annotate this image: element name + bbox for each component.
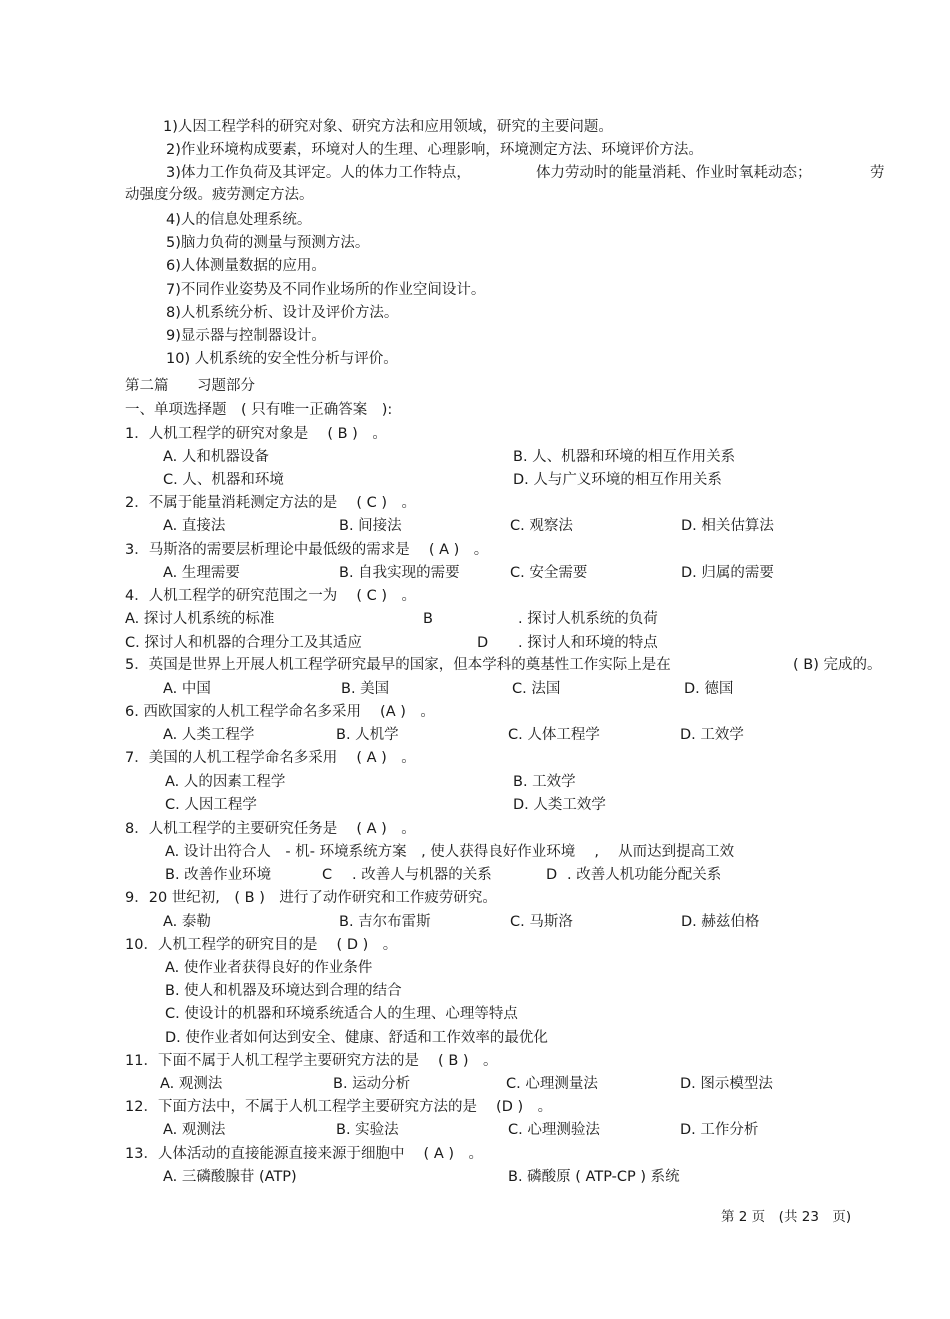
intro-item-3c: 劳 bbox=[870, 165, 885, 181]
intro-item-1: 1)人因工程学科的研究对象、研究方法和应用领域，研究的主要问题。 bbox=[163, 119, 613, 135]
question-1-option-c: C. 人、机器和环境 bbox=[163, 472, 284, 488]
question-3-option-a: A. 生理需要 bbox=[163, 565, 240, 581]
question-11-option-a: A. 观测法 bbox=[160, 1076, 223, 1092]
question-1-option-d: D. 人与广义环境的相互作用关系 bbox=[513, 472, 722, 488]
intro-item-3b: 体力劳动时的能量消耗、作业时氧耗动态； bbox=[536, 165, 812, 181]
question-11-option-c: C. 心理测量法 bbox=[506, 1076, 598, 1092]
section-title: 一、单项选择题 ( 只有唯一正确答案 ): bbox=[125, 402, 393, 418]
intro-item-2: 2)作业环境构成要素，环境对人的生理、心理影响，环境测定方法、环境评价方法。 bbox=[166, 142, 703, 158]
question-4-option-d-letter: D bbox=[477, 635, 489, 651]
question-8-option-b: B. 改善作业环境 bbox=[165, 867, 272, 883]
intro-item-10: 10) 人机系统的安全性分析与评价。 bbox=[166, 351, 398, 367]
question-10-option-c: C. 使设计的机器和环境系统适合人的生理、心理等特点 bbox=[165, 1006, 518, 1022]
question-8-option-a: A. 设计出符合人 - 机- 环境系统方案 , 使人获得良好作业环境 , 从而达到提高工效 bbox=[165, 844, 735, 860]
question-6-option-a: A. 人类工程学 bbox=[163, 727, 255, 743]
part-subtitle: 习题部分 bbox=[197, 378, 255, 394]
question-3-option-b: B. 自我实现的需要 bbox=[339, 565, 460, 581]
question-8-option-d: . 改善人机功能分配关系 bbox=[567, 867, 722, 883]
question-12-option-b: B. 实验法 bbox=[336, 1122, 399, 1138]
question-12-option-a: A. 观测法 bbox=[163, 1122, 226, 1138]
question-2-stem: 2．不属于能量消耗测定方法的是 ( C ) 。 bbox=[125, 495, 416, 511]
question-3-option-c: C. 安全需要 bbox=[510, 565, 588, 581]
intro-item-8: 8)人机系统分析、设计及评价方法。 bbox=[166, 305, 399, 321]
intro-item-3a: 3)体力工作负荷及其评定。人的体力工作特点， bbox=[166, 165, 471, 181]
question-10-option-b: B. 使人和机器及环境达到合理的结合 bbox=[165, 983, 402, 999]
question-10-option-a: A. 使作业者获得良好的作业条件 bbox=[165, 960, 373, 976]
question-3-stem: 3．马斯洛的需要层析理论中最低级的需求是 ( A ) 。 bbox=[125, 542, 489, 558]
intro-item-4: 4)人的信息处理系统。 bbox=[166, 212, 312, 228]
question-11-option-d: D. 图示模型法 bbox=[680, 1076, 773, 1092]
question-9-option-c: C. 马斯洛 bbox=[510, 914, 573, 930]
question-4-option-d: . 探讨人和环境的特点 bbox=[518, 635, 658, 651]
page-number: 第 2 页 (共 23 页) bbox=[721, 1209, 852, 1225]
question-5-answer: ( B) 完成的。 bbox=[793, 657, 882, 673]
question-3-option-d: D. 归属的需要 bbox=[681, 565, 774, 581]
question-8-option-c-letter: C bbox=[322, 867, 333, 883]
question-4-option-c: C. 探讨人和机器的合理分工及其适应 bbox=[125, 635, 362, 651]
question-4-option-b: . 探讨人机系统的负荷 bbox=[518, 611, 658, 627]
question-8-option-d-letter: D bbox=[546, 867, 558, 883]
question-9-stem: 9．20 世纪初, ( B ) 进行了动作研究和工作疲劳研究。 bbox=[125, 890, 497, 906]
question-13-option-a: A. 三磷酸腺苷 (ATP) bbox=[163, 1169, 297, 1185]
question-8-stem: 8．人机工程学的主要研究任务是 ( A ) 。 bbox=[125, 821, 416, 837]
question-9-option-d: D. 赫兹伯格 bbox=[681, 914, 760, 930]
question-2-option-d: D. 相关估算法 bbox=[681, 518, 774, 534]
question-7-stem: 7．美国的人机工程学命名多采用 ( A ) 。 bbox=[125, 750, 416, 766]
question-2-option-c: C. 观察法 bbox=[510, 518, 573, 534]
question-7-option-a: A. 人的因素工程学 bbox=[165, 774, 286, 790]
question-2-option-b: B. 间接法 bbox=[339, 518, 402, 534]
question-1-option-a: A. 人和机器设备 bbox=[163, 449, 269, 465]
question-2-option-a: A. 直接法 bbox=[163, 518, 226, 534]
intro-item-7: 7)不同作业姿势及不同作业场所的作业空间设计。 bbox=[166, 282, 486, 298]
intro-item-3d: 动强度分级。疲劳测定方法。 bbox=[125, 187, 314, 203]
intro-item-6: 6)人体测量数据的应用。 bbox=[166, 258, 326, 274]
question-12-option-d: D. 工作分析 bbox=[680, 1122, 759, 1138]
question-4-option-b-letter: B bbox=[423, 611, 433, 627]
question-8-option-c: . 改善人与机器的关系 bbox=[352, 867, 492, 883]
intro-item-9: 9)显示器与控制器设计。 bbox=[166, 328, 326, 344]
question-6-option-b: B. 人机学 bbox=[336, 727, 399, 743]
question-12-stem: 12．下面方法中，不属于人机工程学主要研究方法的是 (D ) 。 bbox=[125, 1099, 553, 1115]
question-10-stem: 10．人机工程学的研究目的是 ( D ) 。 bbox=[125, 937, 398, 953]
question-7-option-d: D. 人类工效学 bbox=[513, 797, 606, 813]
question-4-stem: 4．人机工程学的研究范围之一为 ( C ) 。 bbox=[125, 588, 416, 604]
intro-item-5: 5)脑力负荷的测量与预测方法。 bbox=[166, 235, 370, 251]
question-6-stem: 6. 西欧国家的人机工程学命名多采用 (A ) 。 bbox=[125, 704, 435, 720]
question-1-option-b: B. 人、机器和环境的相互作用关系 bbox=[513, 449, 736, 465]
question-6-option-c: C. 人体工程学 bbox=[508, 727, 600, 743]
question-5-option-d: D. 德国 bbox=[684, 681, 734, 697]
question-7-option-b: B. 工效学 bbox=[513, 774, 576, 790]
question-13-option-b: B. 磷酸原 ( ATP-CP ) 系统 bbox=[508, 1169, 680, 1185]
question-1-stem: 1．人机工程学的研究对象是 ( B ) 。 bbox=[125, 426, 387, 442]
question-4-option-a: A. 探讨人机系统的标准 bbox=[125, 611, 275, 627]
question-11-stem: 11．下面不属于人机工程学主要研究方法的是 ( B ) 。 bbox=[125, 1053, 498, 1069]
question-5-option-b: B. 美国 bbox=[341, 681, 390, 697]
question-12-option-c: C. 心理测验法 bbox=[508, 1122, 600, 1138]
question-11-option-b: B. 运动分析 bbox=[333, 1076, 411, 1092]
question-5-stem: 5．英国是世界上开展人机工程学研究最早的国家，但本学科的奠基性工作实际上是在 bbox=[125, 657, 671, 673]
question-10-option-d: D. 使作业者如何达到安全、健康、舒适和工作效率的最优化 bbox=[165, 1030, 548, 1046]
question-6-option-d: D. 工效学 bbox=[680, 727, 744, 743]
question-7-option-c: C. 人因工程学 bbox=[165, 797, 257, 813]
question-5-option-a: A. 中国 bbox=[163, 681, 211, 697]
question-9-option-b: B. 吉尔布雷斯 bbox=[339, 914, 431, 930]
part-title: 第二篇 bbox=[125, 378, 169, 394]
question-5-option-c: C. 法国 bbox=[512, 681, 561, 697]
question-13-stem: 13．人体活动的直接能源直接来源于细胞中 ( A ) 。 bbox=[125, 1146, 484, 1162]
question-9-option-a: A. 泰勒 bbox=[163, 914, 211, 930]
